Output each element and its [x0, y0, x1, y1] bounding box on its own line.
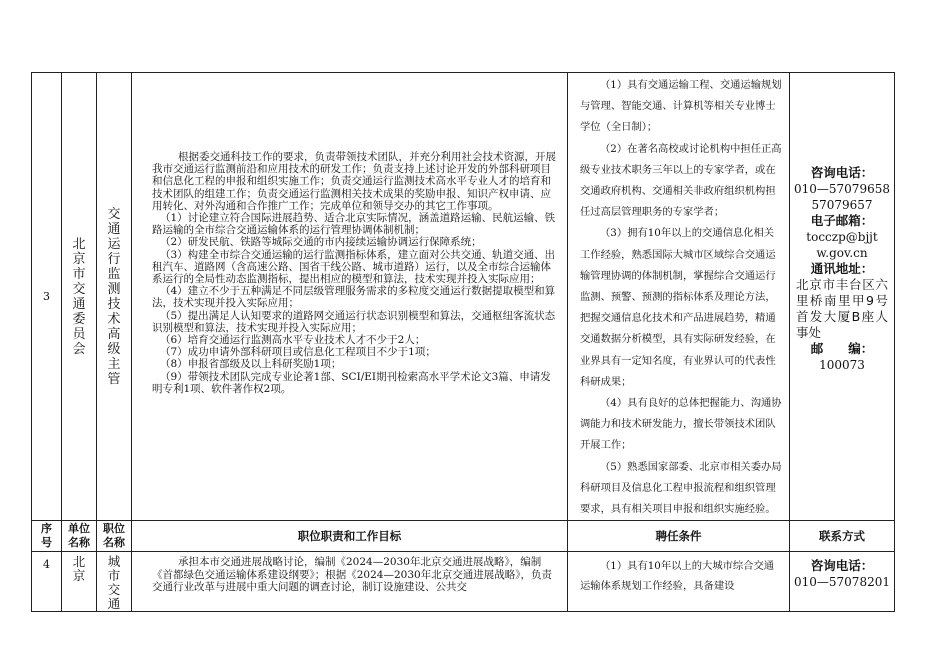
requirements-cell	[568, 73, 790, 521]
phone-number: 010—57078201	[794, 575, 890, 590]
phone-label: 咨询电话：	[810, 165, 874, 180]
position-name: 城市交通	[97, 552, 132, 612]
duty-paragraph: （7）成功申请外部科研项目或信息化工程项目不少于1项；	[160, 346, 436, 359]
email-label: 电子邮箱：	[810, 213, 874, 228]
email-address: tocczp@bjjtw.gov.cn	[806, 230, 878, 260]
address-label: 通讯地址：	[810, 261, 874, 276]
duty-paragraph: （1）讨论建立符合国际进展趋势、适合北京实际情况，涵盖道路运输、民航运输、铁路运输的全市综合交通运输体系的运行管理协调体制机制；	[152, 212, 556, 237]
header-contact: 联系方式	[790, 521, 895, 552]
zip-label: 邮 编：	[810, 341, 874, 356]
header-duties: 职位职责和工作目标	[132, 521, 568, 552]
duty-paragraph: （6）培育交通运行监测高水平专业技术人才不少于2人；	[160, 334, 426, 347]
row-number: 3	[32, 73, 62, 521]
duty-paragraph: 根据委交通科技工作的要求，负责带领技术团队，并充分利用社会技术资源，开展我市交通运行监测前沿和应用技术的研发工作；负责支持上述讨论开发的外部科研项目和信息化工程的申报和组织实施工作；负责交通运行监测技术高水平专业人才的培育和技术团队的组建工作；负责交通运行监测相关技术成果的奖励申报、知识产权申请、应用转化、对外沟通和合作推广工作；完成单位和领导交办的其它工作事项。	[152, 151, 556, 212]
duty-paragraph: （9）带领技术团队完成专业论著1部、SCI/EI期刊检索高水平学术论文3篇、申请发明专利1项、软件著作权2项。	[152, 370, 551, 395]
duty-paragraph: （8）申报省部级及以上科研奖励1项；	[160, 358, 342, 371]
unit-name: 北京	[62, 552, 97, 612]
position-name: 交通运行监测技术高级主管	[97, 73, 132, 521]
header-requirements: 聘任条件	[568, 521, 790, 552]
duty-paragraph: （5）提出满足人认知要求的道路网交通运行状态识别模型和算法，交通枢纽客流状态识别模型和算法，技术实现并投入实际应用；	[152, 309, 556, 334]
contact-cell	[790, 552, 895, 612]
phone-number: 010—57079658	[794, 182, 890, 196]
header-position: 职位名称	[97, 521, 132, 552]
phone-number: 57079657	[811, 198, 873, 212]
duty-paragraph: （4）建立不少于五种满足不同层级管理服务需求的多粒度交通运行数据提取模型和算法，技术实现并投入实际应用；	[152, 285, 556, 310]
zip-code: 100073	[819, 358, 865, 372]
table-row	[32, 552, 895, 612]
contact-cell	[790, 73, 895, 521]
requirements-cell: （1）具有10年以上的大城市综合交通运输体系规划工作经验，具备建设	[568, 552, 790, 612]
row-number: 4	[32, 552, 62, 612]
header-unit: 单位名称	[62, 521, 97, 552]
duties-cell	[132, 73, 568, 521]
phone-label: 咨询电话：	[810, 558, 874, 574]
requirement-paragraph: （5）熟悉国家部委、北京市相关委办局科研项目及信息化工程申报流程和组织管理要求，具有相关项目申报和组织实施经验。	[580, 460, 782, 516]
duty-paragraph: （3）构建全市综合交通运输的运行监测指标体系，建立面对公共交通、轨道交通、出租汽车、道路网（含高速公路、国省干线公路、城市道路）运行，以及全市综合运输体系运行的全局性动态监测指标，提出相应的模型和算法，技术实现并投入实际应用；	[152, 248, 556, 286]
header-no: 序号	[32, 521, 62, 552]
unit-name: 北京市交通委员会	[62, 73, 97, 521]
duties-cell: 承担本市交通进展战略讨论，编制《2024—2030年北京交通进展战略》，编制《首都绿色交通运输体系建设纲要》；根据《2024—2030年北京交通进展战略》，负责交通行业改革与进展中重大问题的调查讨论，制订设施建设、公共交	[132, 552, 568, 612]
recruitment-table	[31, 72, 895, 612]
table-header-row	[32, 521, 895, 552]
mailing-address: 北京市丰台区六里桥南里甲9号首发大厦B座人事处	[796, 277, 888, 340]
table-row	[32, 73, 895, 521]
requirement-paragraph: （4）具有良好的总体把握能力、沟通协调能力和技术研发能力，擅长带领技术团队开展工作；	[580, 397, 782, 452]
requirement-paragraph: （1）具有交通运输工程、交通运输规划与管理、智能交通、计算机等相关专业博士学位（全日制）；	[580, 79, 782, 134]
requirement-paragraph: （2）在著名高校或讨论机构中担任正高级专业技术职务三年以上的专家学者，或在交通政府机构、交通相关非政府组织机构担任过高层管理职务的专家学者；	[580, 142, 782, 219]
requirement-paragraph: （3）拥有10年以上的交通信息化相关工作经验，熟悉国际大城市区域综合交通运输管理协调的体制机制，掌握综合交通运行监测、预警、预测的指标体系及理论方法，把握交通信息化技术和产品进展趋势，精通交通数据分析模型，具有实际研发经验，在业界具有一定知名度，有业界认可的代表性科研成果；	[580, 227, 776, 388]
duty-paragraph: （2）研发民航、铁路等城际交通的市内接续运输协调运行保障系统；	[160, 236, 482, 249]
